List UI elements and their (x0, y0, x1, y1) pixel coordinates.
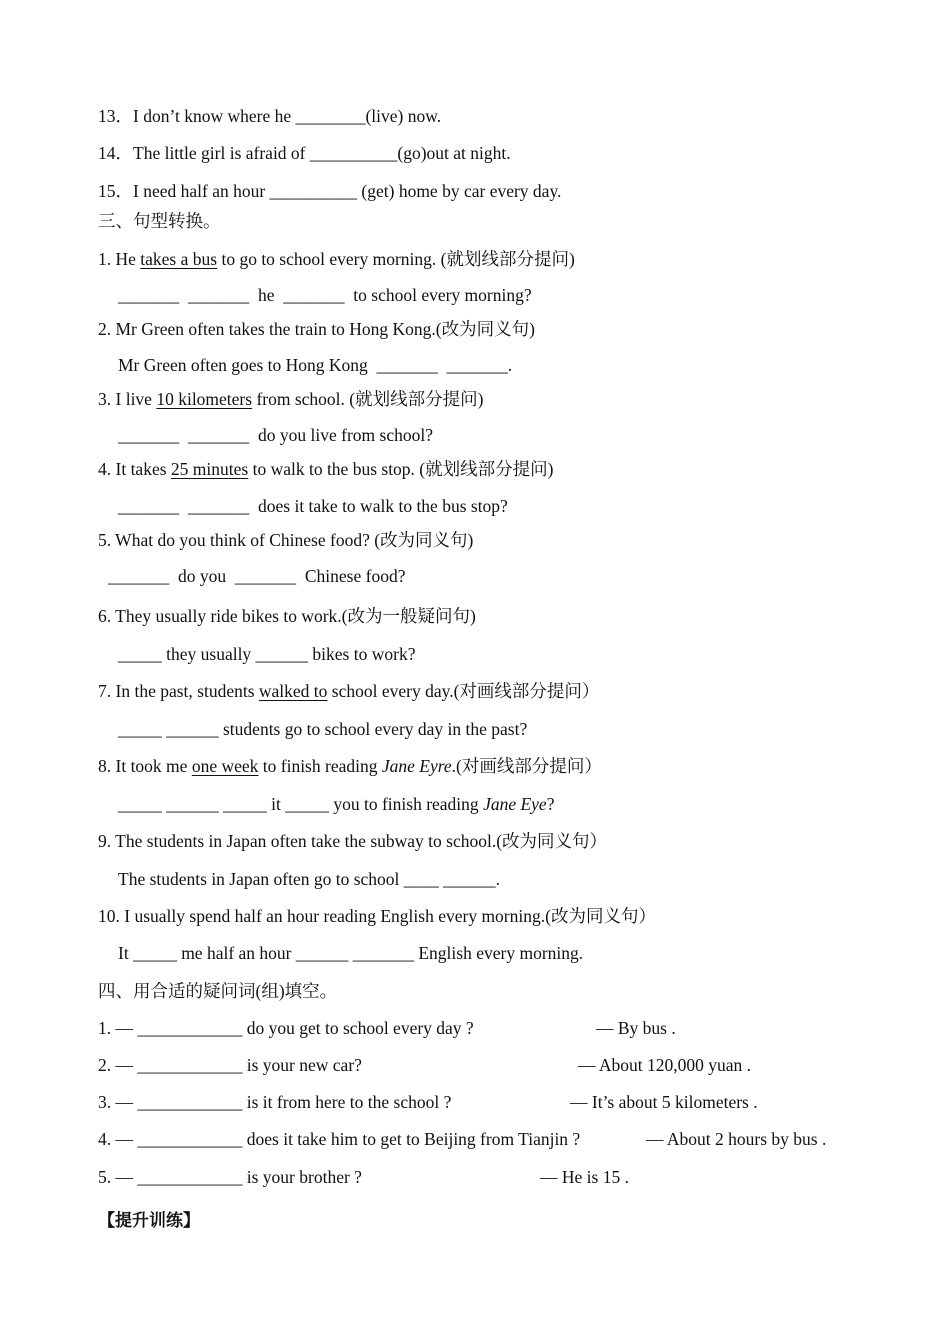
answer-line (118, 793, 554, 815)
item-number: 13． (98, 106, 133, 126)
question-text: 5. What do you think of Chinese food? (改为同义句) (98, 530, 474, 550)
question-text: from school. (就划线部分提问) (252, 389, 484, 409)
section-heading: 三、句型转换。 (98, 211, 221, 231)
question-line: 2. — ____________ is your new car? (98, 1055, 362, 1075)
question-text: 8. It took me (98, 756, 192, 776)
question-text: 10. I usually spend half an hour reading English every morning.(改为同义句） (98, 906, 656, 926)
question-line (98, 605, 476, 627)
book-title: Jane Eyre (381, 756, 452, 776)
question-line (98, 318, 535, 340)
question-line (98, 248, 575, 270)
exercise-line (98, 105, 441, 127)
section-title: 【提升训练】 (98, 1211, 200, 1231)
underlined-phrase: takes a bus (140, 249, 218, 269)
question-text: 1. He (98, 249, 141, 269)
answer-line: _______ _______ he _______ to school every morning? (118, 285, 532, 305)
question-line: 3. — ____________ is it from here to the school ? (98, 1092, 452, 1112)
question-text: 3. I live (98, 389, 157, 409)
answer-line: Mr Green often goes to Hong Kong _______ _______. (118, 355, 513, 375)
question-text: school every day.(对画线部分提问） (327, 681, 600, 701)
response-text: — It’s about 5 kilometers . (570, 1092, 758, 1112)
item-text: I need half an hour __________ (get) home by car every day. (133, 181, 562, 201)
exercise-line (98, 180, 561, 202)
item-number: 15． (98, 181, 133, 201)
answer-line: _______ _______ does it take to walk to the bus stop? (118, 496, 508, 516)
question-line (98, 905, 656, 927)
question-line (98, 458, 553, 480)
question-text: to finish reading (258, 756, 382, 776)
exercise-line (98, 142, 511, 164)
item-text: The little girl is afraid of __________(go)out at night. (133, 143, 511, 163)
response-text: — About 2 hours by bus . (646, 1129, 827, 1149)
question-text: to go to school every morning. (就划线部分提问) (217, 249, 575, 269)
question-text: to walk to the bus stop. (就划线部分提问) (248, 459, 554, 479)
question-line: 1. — ____________ do you get to school every day ? (98, 1018, 474, 1038)
question-text: 9. The students in Japan often take the subway to school.(改为同义句） (98, 831, 608, 851)
underlined-phrase: 10 kilometers (156, 389, 253, 409)
question-text: .(对画线部分提问） (451, 756, 602, 776)
item-number: 14． (98, 143, 133, 163)
response-text: — He is 15 . (540, 1167, 629, 1187)
question-line (98, 388, 483, 410)
answer-line: _____ they usually ______ bikes to work? (118, 644, 416, 664)
section-heading: 四、用合适的疑问词(组)填空。 (98, 981, 338, 1001)
book-title: Jane Eye (483, 794, 547, 814)
answer-text: ? (546, 794, 555, 814)
question-line (98, 680, 599, 702)
underlined-phrase: 25 minutes (170, 459, 249, 479)
question-line: 5. — ____________ is your brother ? (98, 1167, 362, 1187)
response-text: — By bus . (596, 1018, 676, 1038)
answer-line: _____ ______ students go to school every day in the past? (118, 719, 528, 739)
question-line: 4. — ____________ does it take him to get to Beijing from Tianjin ? (98, 1129, 581, 1149)
underlined-phrase: one week (191, 756, 259, 776)
question-line (98, 755, 602, 777)
answer-line: It _____ me half an hour ______ _______ English every morning. (118, 943, 584, 963)
question-line (98, 529, 473, 551)
question-text: 6. They usually ride bikes to work.(改为一般疑问句) (98, 606, 476, 626)
answer-line: The students in Japan often go to school ____ ______. (118, 869, 501, 889)
question-line (98, 830, 607, 852)
underlined-phrase: walked to (258, 681, 328, 701)
question-text: 4. It takes (98, 459, 171, 479)
question-text: 7. In the past, students (98, 681, 259, 701)
answer-line: _______ do you _______ Chinese food? (108, 566, 406, 586)
answer-line: _______ _______ do you live from school? (118, 425, 433, 445)
question-text: 2. Mr Green often takes the train to Hong Kong.(改为同义句) (98, 319, 535, 339)
response-text: — About 120,000 yuan . (578, 1055, 752, 1075)
answer-text: _____ ______ _____ it _____ you to finish reading (118, 794, 484, 814)
item-text: I don’t know where he ________(live) now. (133, 106, 442, 126)
